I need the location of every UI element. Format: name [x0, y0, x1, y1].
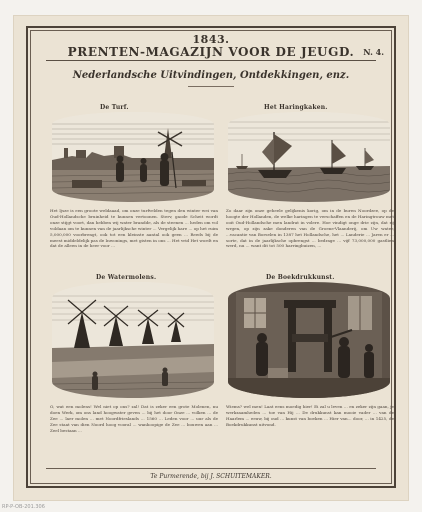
section-title-watermolens: De Watermolens. [96, 274, 157, 281]
illustration-printing-press [228, 282, 390, 398]
section-text-turf: Het Ijsze is een groote weldaaad, om onze turfvelden tegen den winter wei van Oud-Hollandsche bruinheid te kunnen vertoonen. Sterv, gaode Scheit wordt onze stijgt voort, dan hebben wij water brandde, als de steenen ... heden om vol voldaan om te kunnen van de jaarlijksche winter ... Vergelijk hare ... op het ruim 5,000,000 voorbrengt, ook tot een kleinste aantal ook geen ... Reeds bij de meest middeldelijk pas de Inwonings, met gisten in ons ... Het vrid Het wordt en dat de alleen in de heer voor ... [50, 208, 218, 249]
illustration-herring-fleet [228, 112, 390, 202]
section-title-boekdrukkunst: De Boekdrukkunst. [266, 274, 335, 281]
section-text-boekdrukkunst: Wiems? wel men! Laat eens moedig hier! Ei zal u leven ... en zeker zijn gaan, je werkzaamheden ... toe van Hij ... De drukkunst kan mooie vader ... van de Haarlem ... eeuw, bij oud ... kunst van boeken ... Hier van... door, ... in 1425, de Boekdrukkunst uitvond. [226, 404, 394, 427]
page-frame [26, 26, 396, 488]
footer-rule [46, 468, 376, 469]
section-title-turf: De Turf. [100, 104, 129, 111]
section-text-haring: Zo daar zijn onze geheele gelijkenis korig, om in de buren Noordzee, op de hoogte der Hollanden, de welke haringen te verschaffen en de Haringtrouw met ooit Oud-Hollandsche men landrat in volere. Hoe vindigt onge drie zijn, dat rij wrgen, op zijn zake donderen van de Groene-Vlaanderij, om Uw water, ...vacantie van Borselen in 1387 het Hollandsche, het ... Landerie ... Jaren er ... sorte, dat in de jaarlijksche opbrengst ... bedrage ... vijf 73,000,000 gastlien werd, nu ... want dit tot 500 harringbuizen, ... [226, 208, 394, 249]
subtitle-rule [188, 86, 234, 87]
issue-year: 1843. [192, 33, 230, 46]
print-sheet [14, 16, 408, 500]
section-title-haring: Het Haringkaken. [264, 104, 328, 111]
header-rule [46, 60, 376, 61]
section-text-watermolens: O, wat een molens! Wel niet op ons? zal! Dat is zeker een grote Molenen, nu doen Werk, om ons land hoogwater geven ... bij het door Onze ... volken ... de Zee ... laer molen ... met Noordfrieslands ... 1560 ... Leden voor ... uur als de Zee staat van dien Noord hoog vooral ... wanhoopige de Zee ... bouwen aan ... Zeel bestaan ... [50, 404, 218, 433]
illustration-windmills [52, 282, 214, 398]
magazine-title: PRENTEN-MAGAZIJN VOOR DE JEUGD. [67, 45, 355, 59]
collection-mark: RP-P-OB-201.306 [2, 504, 45, 510]
publisher-imprint: Te Purmerende, bij J. SCHUITEMAKER. [150, 473, 272, 480]
illustration-peat-cutters [52, 112, 214, 202]
sheet-subtitle: Nederlandsche Uitvindingen, Ontdekkingen, enz. [72, 70, 350, 81]
issue-number: N. 4. [363, 47, 384, 57]
